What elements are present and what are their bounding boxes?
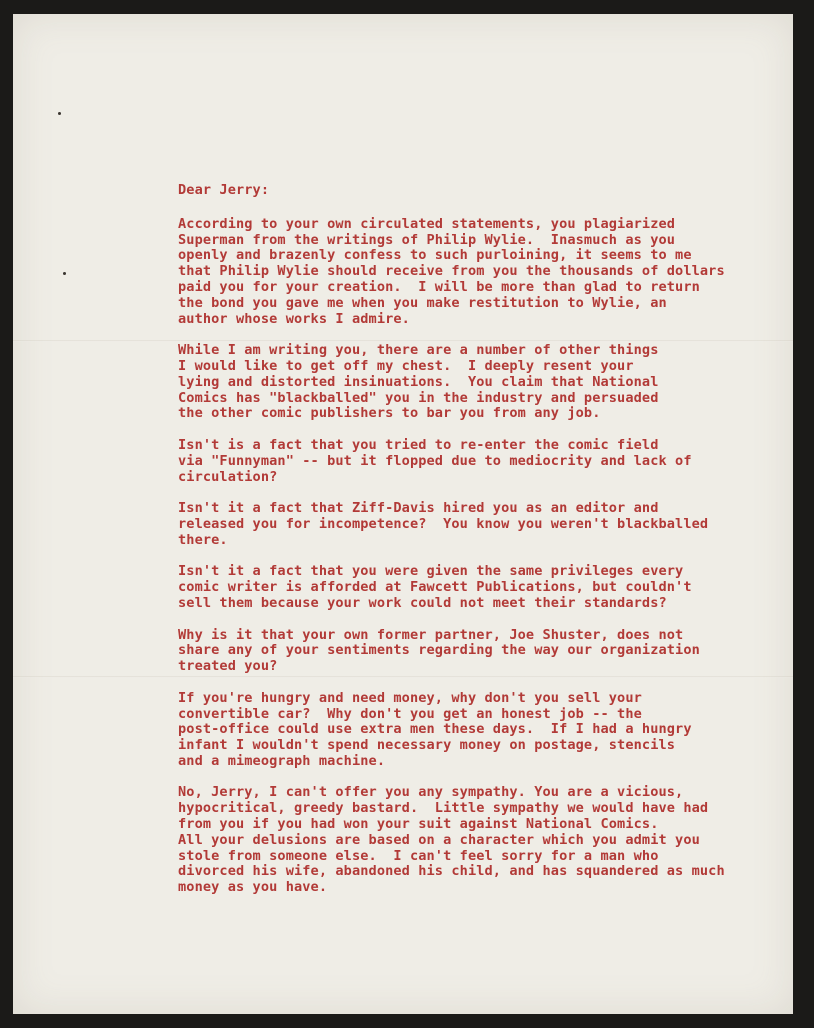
letter-greeting: Dear Jerry: [178, 182, 270, 198]
text-line: Why is it that your own former partner, Joe Shuster, does not [178, 626, 684, 643]
text-line: released you for incompetence? You know you weren't blackballed [178, 515, 709, 532]
letter-paragraph [178, 217, 788, 328]
paper-speck [63, 272, 66, 275]
text-line: via "Funnyman" -- but it flopped due to mediocrity and lack of [178, 452, 692, 469]
text-line: comic writer is afforded at Fawcett Publications, but couldn't [178, 579, 692, 596]
letter-paragraph [178, 691, 788, 770]
text-line: divorced his wife, abandoned his child, and has squandered as much [178, 863, 725, 880]
text-line: author whose works I admire. [178, 310, 410, 327]
letter-body [178, 183, 788, 912]
text-line: Isn't it a fact that Ziff-Davis hired you as an editor and [178, 500, 659, 517]
letter-paragraph [178, 564, 788, 611]
text-line: convertible car? Why don't you get an honest job -- the [178, 705, 642, 722]
text-line: Superman from the writings of Philip Wylie. Inasmuch as you [178, 231, 676, 248]
letter-paragraph [178, 628, 788, 675]
text-line: infant I wouldn't spend necessary money on postage, stencils [178, 737, 676, 754]
text-line: hypocritical, greedy bastard. Little sympathy we would have had [178, 800, 709, 817]
letter-paragraph [178, 785, 788, 896]
text-line: the bond you gave me when you make restitution to Wylie, an [178, 294, 667, 311]
letter-paragraph [178, 438, 788, 485]
text-line: from you if you had won your suit against National Comics. [178, 816, 659, 833]
letter-paragraph [178, 343, 788, 422]
text-line: No, Jerry, I can't offer you any sympathy. You are a vicious, [178, 784, 684, 801]
text-line: sell them because your work could not meet their standards? [178, 594, 667, 611]
letter-paragraph [178, 501, 788, 548]
text-line: openly and brazenly confess to such purloining, it seems to me [178, 247, 692, 264]
text-line: Isn't is a fact that you tried to re-enter the comic field [178, 436, 659, 453]
text-line: Isn't it a fact that you were given the same privileges every [178, 563, 684, 580]
text-line: treated you? [178, 658, 278, 675]
text-line: All your delusions are based on a character which you admit you [178, 831, 700, 848]
text-line: stole from someone else. I can't feel sorry for a man who [178, 847, 659, 864]
text-line: paid you for your creation. I will be more than glad to return [178, 278, 700, 295]
text-line: money as you have. [178, 879, 328, 896]
text-line: the other comic publishers to bar you from any job. [178, 405, 601, 422]
text-line: I would like to get off my chest. I deeply resent your [178, 357, 634, 374]
text-line: Comics has "blackballed" you in the industry and persuaded [178, 389, 659, 406]
text-line: share any of your sentiments regarding the way our organization [178, 642, 700, 659]
text-line: lying and distorted insinuations. You claim that National [178, 373, 659, 390]
text-line: that Philip Wylie should receive from you the thousands of dollars [178, 263, 725, 280]
text-line: While I am writing you, there are a number of other things [178, 342, 659, 359]
text-line: According to your own circulated statements, you plagiarized [178, 215, 676, 232]
text-line: If you're hungry and need money, why don't you sell your [178, 689, 642, 706]
text-line: post-office could use extra men these days. If I had a hungry [178, 721, 692, 738]
text-line: circulation? [178, 468, 278, 485]
paper-speck [58, 112, 61, 115]
text-line: and a mimeograph machine. [178, 752, 386, 769]
text-line: there. [178, 531, 228, 548]
